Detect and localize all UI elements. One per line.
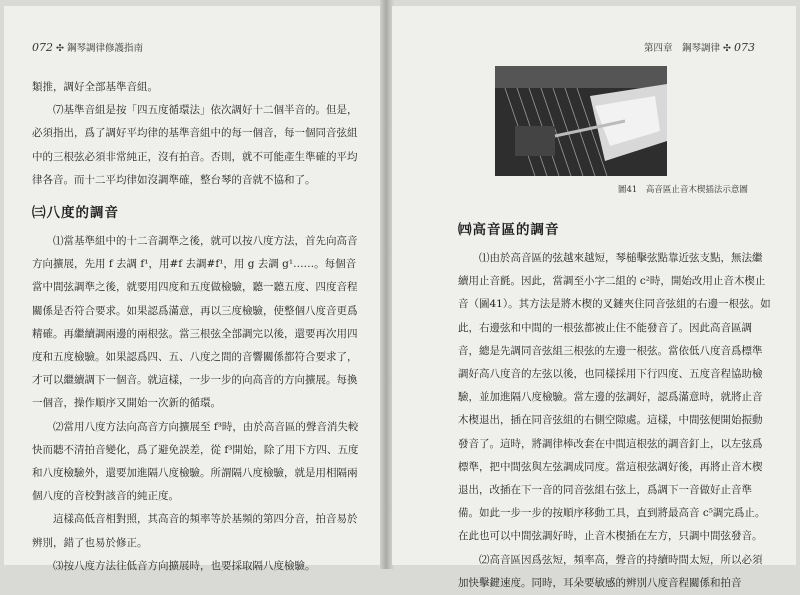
paragraph: ⑴當基準組中的十二音調準之後，就可以按八度方法，首先向高音方向擴展，先用 f 去調 f¹，用#f 去調#f¹，用 g 去調 g¹……。每個音當中間弦調準之後，就要用四度和五度做檢驗，聽一聽五度、四度音程關係是否符合要求。如果認爲滿意，再以三度檢驗，使整個八度音更爲精確。再繼續調兩邊的兩根弦。當三根弦全部調完以後，還要再次用四度和五度檢驗。如果認爲四、五、八度之間的音響關係都符合要求了，才可以繼續調下一個音。就這樣，一步一步的向高音的方向擴展。每換一個音，操作順序又開始一次新的循環。 (32, 235, 358, 410)
paragraph: ⑵當用八度方法向高音方向擴展至 f³時，由於高音區的聲音消失較快而聽不清拍音變化，爲了避免誤差，從 f³開始，除了用下方四、五度和八度檢驗外，還要加進隔八度檢驗。所謂隔八度檢驗，就是用相隔兩個八度的音校對該音的純正度。 (32, 420, 359, 503)
left-page-body (32, 76, 362, 578)
paragraph: 類推，調好全部基準音組。 (32, 81, 158, 93)
piano-strings-image (495, 66, 667, 176)
section-heading: ㈣高音區的調音 (458, 222, 560, 238)
left-page-header (32, 40, 143, 54)
running-title: 鋼琴調律修護指南 (67, 43, 144, 54)
running-title-icon: ✣ (723, 43, 735, 54)
paragraph: ⑴由於高音區的弦越來越短，琴槌擊弦點靠近弦支點，無法繼續用止音氈。因此，當調至小字二組的 c²時，開始改用止音木楔止音（圖41）。其方法是將木楔的叉鏈夾住同音弦組的右邊一根弦。如此，右邊弦和中間的一根弦都被止住不能發音了。因此高音區調音，總是先調同音弦組三根弦的左邊一根弦。當依低八度音爲標準調好高八度音的左弦以後，也同樣採用下行四度、五度音程協助檢驗，並加進隔八度檢驗。當左邊的弦調好，認爲滿意時，就將止音木楔退出，插在同音弦組的右側空隙處。這樣，中間弦便開始振動發音了。這時，將調律棒改套在中間這根弦的調音釘上，以左弦爲標準，把中間弦與左弦調成同度。當這根弦調好後，再將止音木楔退出，改插在下一音的同音弦組右弦上，爲調下一音做好止音準備。如此一步一步的按順序移動工具，直到將最高音 c⁵調完爲止。在此也可以中間弦調好時，止音木楔插在左方，只調中間弦發音。 (458, 252, 771, 543)
left-page-number: 072 (32, 41, 53, 54)
right-page-body (458, 219, 772, 595)
right-page-header (644, 40, 755, 54)
running-title-icon: ✣ (56, 43, 68, 54)
chapter-title: 第四章 鋼琴調律 (644, 43, 721, 54)
paragraph: ⑺基準音組是按「四五度循環法」依次調好十二個半音的。但是，必須指出，爲了調好平均律的基準音組中的每一個音，每一個同音弦組中的三根弦必須非常純正，沒有拍音。否則，就不可能產生準確的平均律各音。而十二平均律如沒調準確，整台琴的音就不協和了。 (32, 104, 358, 186)
right-page (392, 6, 796, 589)
paragraph: ⑶按八度方法往低音方向擴展時，也要採取隔八度檢驗。 (53, 559, 316, 572)
figure-caption: 圖41 高音區止音木楔插法示意圖 (618, 185, 748, 195)
paragraph: ⑵高音區因爲弦短，頻率高，聲音的持續時間太短，所以必須加快擊鍵速度。同時，耳朵要敏感的辨別八度音程關係和拍音 (458, 553, 763, 589)
section-heading: ㈢八度的調音 (32, 205, 119, 222)
right-page-number: 073 (734, 41, 756, 54)
left-page (4, 6, 387, 572)
paragraph: 這樣高低音相對照，其高音的頻率等於基頻的第四分音，拍音易於辨別，錯了也易於修正。 (32, 513, 358, 549)
figure-photo (495, 66, 667, 176)
